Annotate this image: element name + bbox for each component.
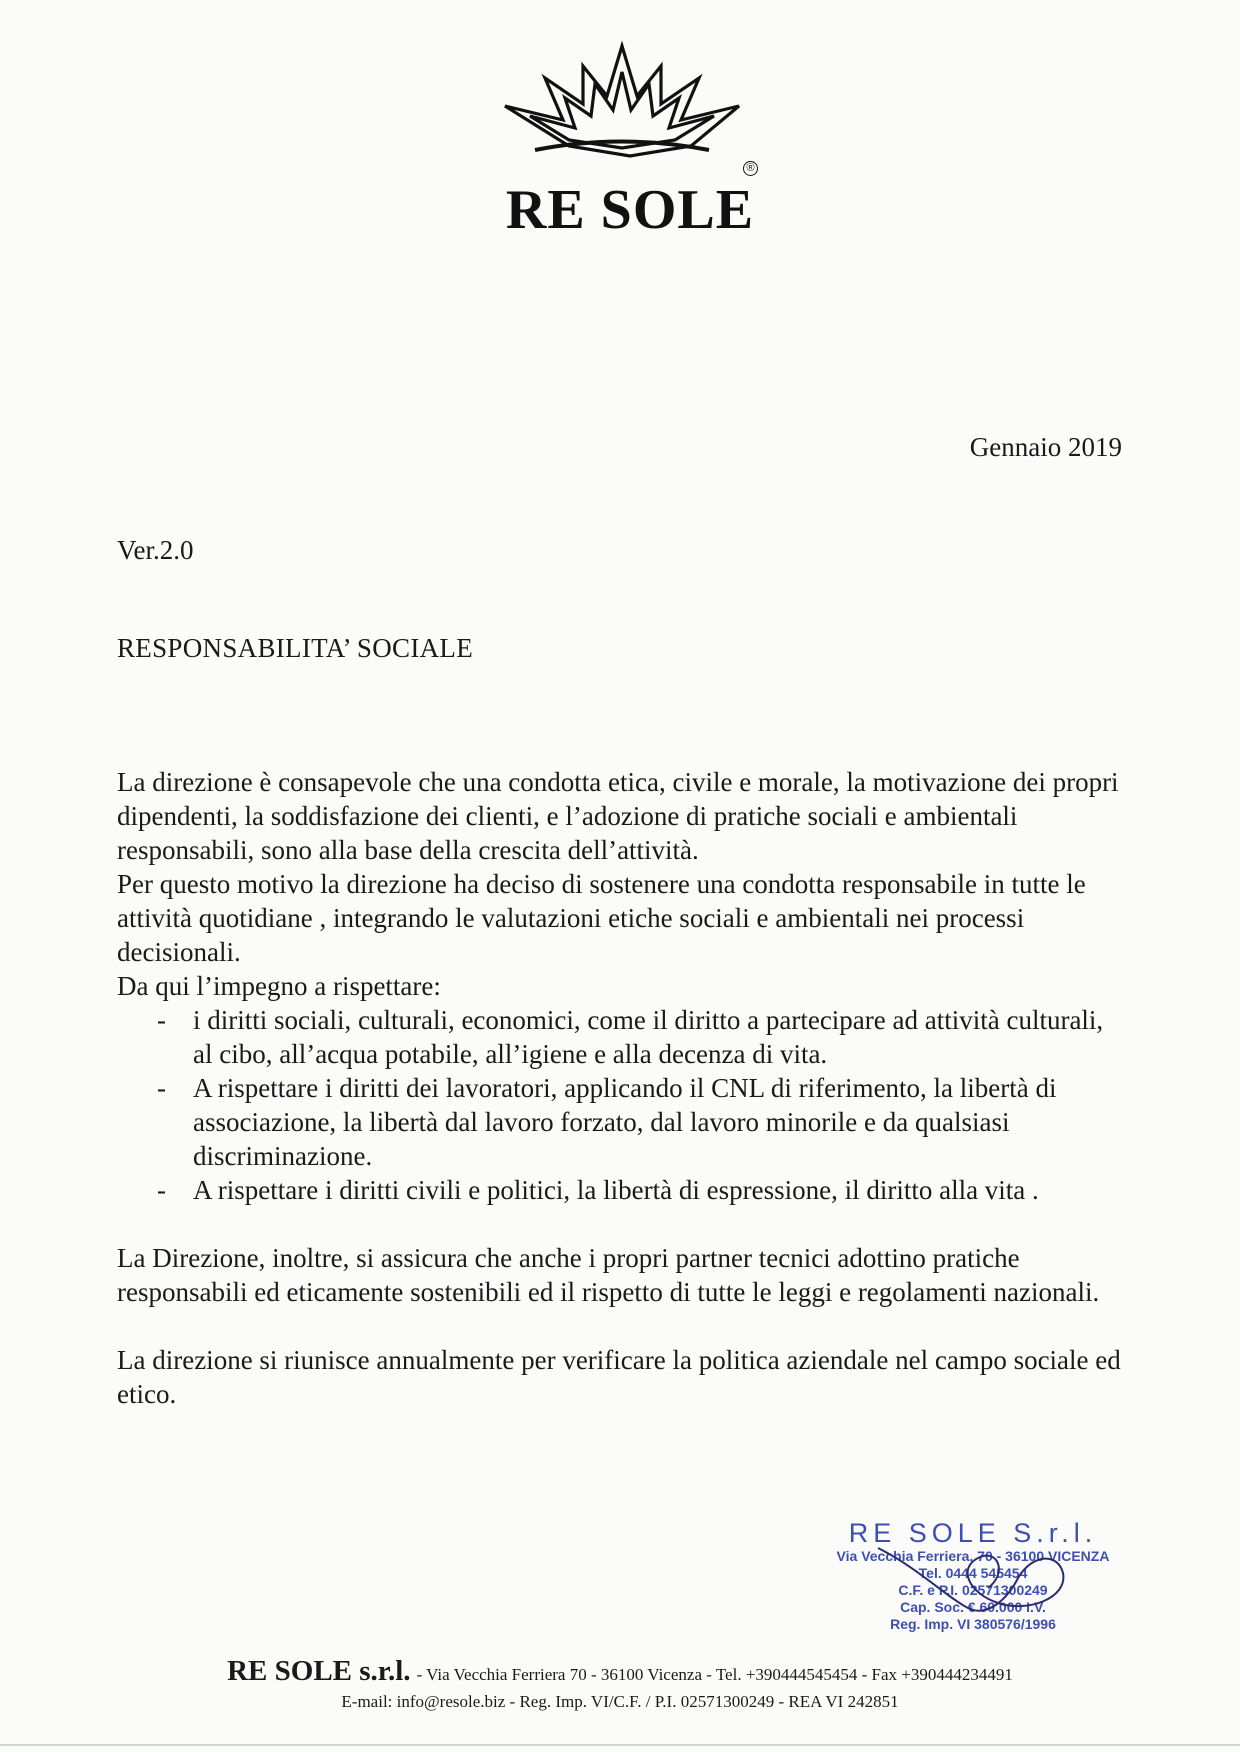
- footer-registry: E-mail: info@resole.biz - Reg. Imp. VI/C.F. / P.I. 02571300249 - REA VI 242851: [341, 1692, 899, 1711]
- stamp-line: Reg. Imp. VI 380576/1996: [890, 1616, 1056, 1632]
- list-item-text: i diritti sociali, culturali, economici, come il diritto a partecipare ad attività culturali, al cibo, all’acqua potabile, all’igiene e alla decenza di vita.: [193, 1005, 1104, 1069]
- partners-paragraph: La Direzione, inoltre, si assicura che anche i propri partner tecnici adottino pratiche responsabili ed eticamente sostenibili ed il rispetto di tutte le leggi e regolamenti nazionali.: [117, 1243, 1100, 1307]
- bullet-dash: -: [157, 1005, 166, 1035]
- bullet-dash: -: [157, 1073, 166, 1103]
- document-body: [117, 765, 1127, 1411]
- company-logo: [495, 38, 765, 241]
- list-item: [117, 1071, 1127, 1173]
- footer-address: - Via Vecchia Ferriera 70 - 36100 Vicenza - Tel. +390444545454 - Fax +390444234491: [416, 1665, 1013, 1684]
- commitment-lead: Da qui l’impegno a rispettare:: [117, 971, 441, 1001]
- signature-scribble: [858, 1528, 1078, 1628]
- stamp-line: Cap. Soc. € 60.000 I.V.: [900, 1599, 1046, 1615]
- footer-company: RE SOLE s.r.l.: [227, 1655, 411, 1687]
- motive-paragraph: Per questo motivo la direzione ha deciso di sostenere una condotta responsabile in tutte le attività quotidiane , integrando le valutazioni etiche sociali e ambientali nei processi decisionali.: [117, 869, 1086, 967]
- list-item-text: A rispettare i diritti dei lavoratori, applicando il CNL di riferimento, la libertà di associazione, la libertà dal lavoro forzato, dal lavoro minorile e da qualsiasi discriminazione.: [193, 1073, 1057, 1171]
- stamp-line: Tel. 0444 545454: [918, 1565, 1028, 1581]
- intro-paragraph: La direzione è consapevole che una condotta etica, civile e morale, la motivazione dei propri dipendenti, la soddisfazione dei clienti, e l’adozione di pratiche sociali e ambientali responsabili, sono alla base della crescita dell’attività.: [117, 767, 1119, 865]
- page-bottom-rule: [0, 1744, 1240, 1746]
- stamp-title: RE SOLE S.r.l.: [848, 1518, 1098, 1548]
- commitment-list: [117, 1003, 1127, 1207]
- stamp-line: Via Vecchia Ferriera, 70 - 36100 VICENZA: [836, 1548, 1110, 1564]
- list-item: [117, 1173, 1127, 1207]
- logo-wordmark: RE SOLE: [505, 179, 755, 241]
- review-paragraph: La direzione si riunisce annualmente per verificare la politica aziendale nel campo sociale ed etico.: [117, 1345, 1121, 1409]
- company-stamp: [828, 1518, 1118, 1648]
- document-title: RESPONSABILITA’ SOCIALE: [117, 633, 474, 663]
- document-version: Ver.2.0: [117, 535, 194, 565]
- letterhead-footer: [0, 1655, 1240, 1712]
- list-item: [117, 1003, 1127, 1071]
- bullet-dash: -: [157, 1175, 166, 1205]
- stamp-line: C.F. e P.I. 02571300249: [898, 1582, 1048, 1598]
- registered-mark: ®: [743, 161, 758, 176]
- list-item-text: A rispettare i diritti civili e politici, la libertà di espressione, il diritto alla vita .: [193, 1175, 1039, 1205]
- document-date: Gennaio 2019: [969, 432, 1122, 462]
- sunburst-logo-icon: [495, 38, 765, 178]
